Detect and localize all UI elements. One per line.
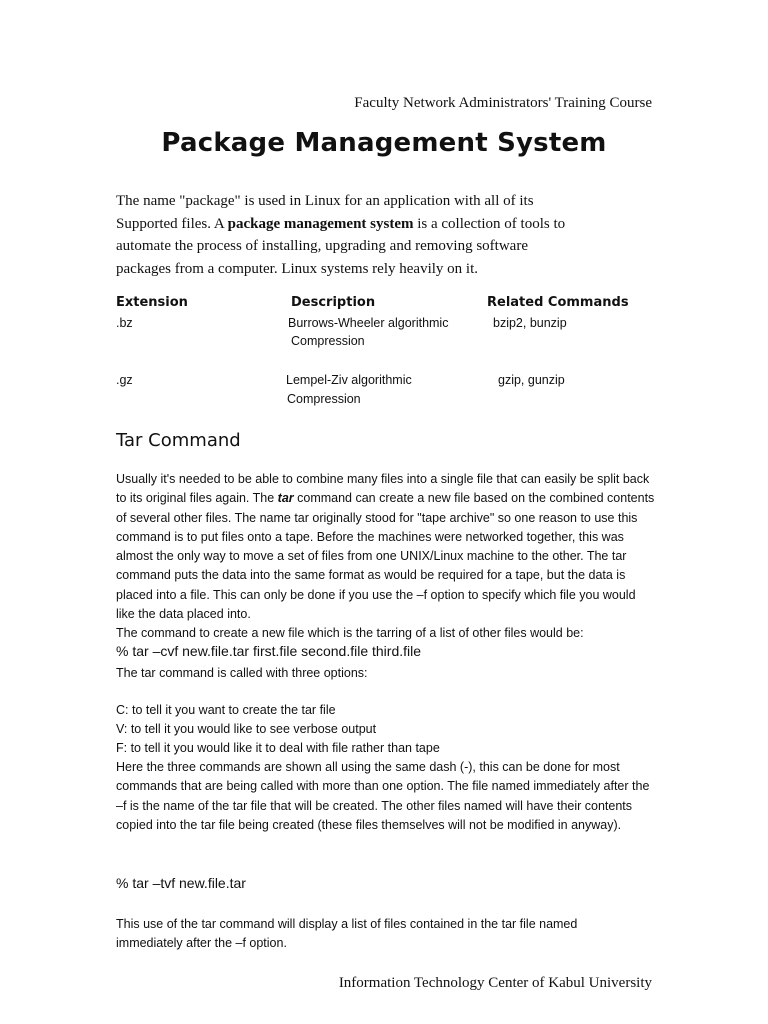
option-f: F: to tell it you would like it to deal with file rather than tape [116,741,440,755]
table-header-description: Description [291,295,376,310]
table-cell-extension: .bz [116,316,133,330]
tar-keyword: tar [277,491,294,506]
section-title-tar: Tar Command [116,430,241,451]
table-cell-commands: gzip, gunzip [498,373,565,387]
table-cell-description: Burrows-Wheeler algorithmic [288,316,449,330]
tar-paragraph-2: The command to create a new file which is the tarring of a list of other files would be: [116,626,584,640]
table-cell-extension: .gz [116,373,133,387]
table-cell-description: Lempel-Ziv algorithmic [286,373,412,387]
tar-paragraph-1 [116,470,656,624]
tar-paragraph-5: This use of the tar command will display a list of files contained in the tar file named immediately after the –f option. [116,917,578,951]
tar-paragraph-4: Here the three commands are shown all using the same dash (-), this can be done for most commands that are being called with more than one option. The file named immediately after the –f is the name of the tar file that will be created. The other files named will have their contents copied into the tar file being created (these files themselves will not be modified in anyway). [116,760,650,832]
table-cell-description: Compression [291,334,365,348]
table-header-commands: Related Commands [487,295,629,310]
intro-text-2: is a collection of tools to automate the process of installing, upgrading and removing software packages from a computer. Linux systems rely heavily on it. [116,215,566,277]
page-title: Package Management System [161,128,607,158]
tar-paragraph-3: The tar command is called with three options: [116,666,368,680]
tar-para1-text-a: Usually it's needed to be able to combine many files into a single file that can easily be split back to its original files again. The [116,472,650,506]
table-cell-description: Compression [287,392,361,406]
footer-note: Information Technology Center of Kabul University [338,975,652,991]
intro-text-1: The name "package" is used in Linux for an application with all of its Supported files. A [116,193,534,232]
header-note: Faculty Network Administrators' Training Course [354,95,652,111]
intro-paragraph [116,190,576,280]
option-v: V: to tell it you would like to see verbose output [116,722,377,736]
command-example-list: % tar –tvf new.file.tar [116,875,246,891]
tar-para1-text-b: command can create a new file based on the combined contents of several other files. The name tar originally stood for "tape archive" so one reason to use this command is to put files onto a tape. Before the machines were networked together, this was almost the only way to move a set of files from one UNIX/Linux machine to the other. The tar command puts the data into the same format as would be required for a tape, but the data is placed into a file. This can only be done if you use the –f option to specify which file you would like the data placed into. [116,491,655,622]
table-cell-commands: bzip2, bunzip [493,316,567,330]
intro-bold-term: package management system [227,215,414,232]
command-example-create: % tar –cvf new.file.tar first.file second.file third.file [116,643,422,659]
table-header-extension: Extension [116,295,188,310]
option-c: C: to tell it you want to create the tar file [116,703,336,717]
